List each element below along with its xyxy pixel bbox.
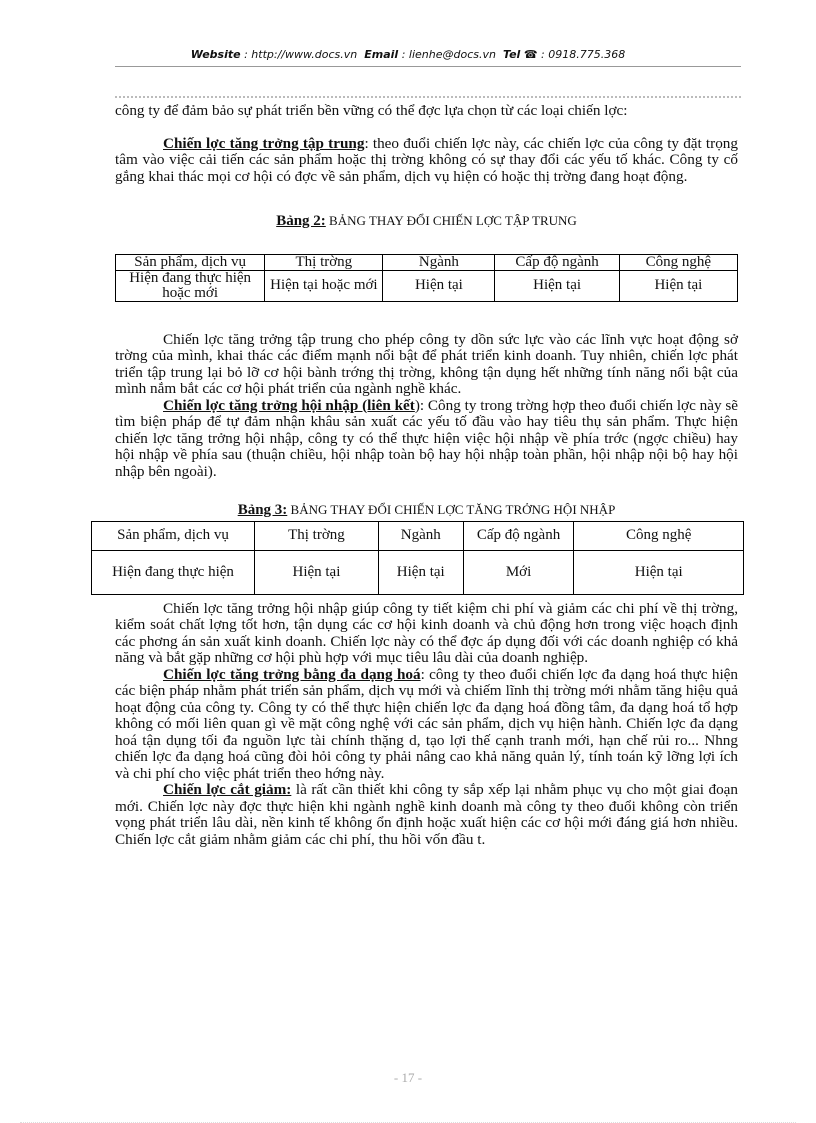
email-label: Email — [364, 48, 399, 61]
intro-paragraph: công ty để đảm bảo sự phát triển bền vững có thể đợc lựa chọn từ các loại chiến lợc: — [115, 102, 628, 119]
table2-caption — [115, 213, 738, 230]
section-text: : theo đuổi chiến lợc này, các chiến lợc của công ty đặt trọng tâm vào việc cải tiến các sản phẩm hoặc thị trờng không có sự thay đổi các yếu tố khác. Công ty cố gắng khai thác mọi cơ hội có đợc về sản phẩm, dịch vụ hiện có hoặc thị trờng đang hoạt động. — [115, 134, 738, 185]
table-cell: Hiện tại hoặc mới — [265, 270, 383, 301]
table3-label: Bảng 3: — [237, 502, 288, 518]
header-cell: Ngành — [378, 521, 463, 550]
table-header-row — [92, 521, 744, 550]
section-title: Chiến lợc tăng trởng tập trung — [163, 134, 365, 152]
phone-icon: ☎ — [523, 48, 538, 61]
table-cell: Hiện tại — [495, 270, 619, 301]
table-cell: Hiện đang thực hiện hoặc mới — [116, 270, 265, 301]
table-cell: Hiện tại — [619, 270, 737, 301]
section-title: Chiến lợc tăng trởng hội nhập (liên kết — [163, 396, 415, 414]
table2-label: Bảng 2: — [276, 213, 326, 229]
table2 — [115, 254, 738, 302]
section-integration-growth — [115, 398, 738, 481]
table-cell: Hiện tại — [383, 270, 495, 301]
header-cell: Sản phẩm, dịch vụ — [116, 254, 265, 270]
section-title: Chiến lợc tăng trởng bằng đa dạng hoá — [163, 665, 421, 683]
header-cell: Sản phẩm, dịch vụ — [92, 521, 255, 550]
header-divider — [115, 66, 741, 67]
section-text: : công ty theo đuổi chiến lợc đa dạng hoá thực hiện các biện pháp nhằm phát triển sản phẩm, dịch vụ mới và chiếm lĩnh thị trờng mới nhằm tăng hiệu quả hoạt động của công ty. Công ty có thể thực hiện chiến lợc đa dạng hoá đồng tâm, đa dạng hoá tổ hợp không có mối liên quan gì về mặt công nghệ với các sản phẩm, dịch vụ hiện hành. Chiến lợc đa dạng hoá tận dụng tối đa nguồn lực tài chính thặng d, tạo lợi thế cạnh tranh mới, hạn chế rủi ro... Nhng chiến lợc đa dạng hoá cũng đòi hỏi công ty phải nâng cao khả năng quản lý, tính toán kỹ lỡng lợi ích và chi phí cho việc phát triển theo hớng này. — [115, 665, 739, 782]
table-cell: Hiện tại — [378, 550, 463, 594]
table-cell: Hiện tại — [574, 550, 744, 594]
table-cell: Hiện tại — [255, 550, 379, 594]
table-row — [92, 550, 744, 594]
table-cell: Mới — [463, 550, 574, 594]
section-retrenchment — [115, 782, 738, 848]
table3-caption — [115, 502, 738, 519]
table2-title: BẢNG THAY ĐỔI CHIẾN LỢC TẬP TRUNG — [329, 213, 577, 228]
document-body — [112, 102, 739, 848]
dotted-divider — [115, 96, 741, 98]
header-cell: Công nghệ — [574, 521, 744, 550]
table3-title: BẢNG THAY ĐỔI CHIẾN LỢC TĂNG TRỞNG HỘI NHẬP — [290, 502, 616, 517]
section-diversification — [115, 667, 738, 783]
table-cell: Hiện đang thực hiện — [92, 550, 255, 594]
header-cell: Thị trờng — [255, 521, 379, 550]
integration-growth-discussion: Chiến lợc tăng trởng hội nhập giúp công ty tiết kiệm chi phí và giảm các chi phí về thị trờng, kiểm soát chất lợng tốt hơn, tận dụng các cơ hội kinh doanh và chủ động hơn trong việc hoạch định các phơng án sản xuất kinh doanh. Chiến lợc này có thể đợc áp dụng đối với các doanh nghiệp có khả năng và bắt gặp những cơ hội phù hợp với mục tiêu lâu dài của doanh nghiệp. — [115, 599, 738, 666]
section-focused-growth — [115, 136, 738, 186]
tel-value: : 0918.775.368 — [541, 48, 626, 61]
table-row — [116, 270, 738, 301]
header-cell: Công nghệ — [619, 254, 737, 270]
table3 — [91, 521, 744, 595]
email-value: : lienhe@docs.vn — [401, 48, 496, 61]
header-cell: Ngành — [383, 254, 495, 270]
website-label: Website — [190, 48, 241, 61]
page-header — [0, 48, 816, 61]
website-value: : http://www.docs.vn — [244, 48, 358, 61]
header-cell: Thị trờng — [265, 254, 383, 270]
tel-label: Tel — [502, 48, 521, 61]
section-text: ): Công ty trong trờng hợp theo đuổi chiến lợc này sẽ tìm biện pháp để tự đảm nhận khâu sản xuất các yếu tố đầu vào hay tiêu thụ sản phẩm. Thực hiện chiến lợc tăng trởng hội nhập, công ty có thể thực hiện việc hội nhập về phía trớc (ngợc chiều) hay hội nhập về phía sau (thuận chiều, hội nhập toàn bộ hay hội nhập toàn phần, hội nhập nội bộ hay hội nhập bên ngoài). — [115, 396, 738, 480]
header-cell: Cấp độ ngành — [495, 254, 619, 270]
focused-growth-discussion: Chiến lợc tăng trởng tập trung cho phép công ty dồn sức lực vào các lĩnh vực hoạt động sở trờng của mình, khai thác các điểm mạnh nổi bật để phát triển kinh doanh. Tuy nhiên, chiến lợc phát triển tập trung lại bỏ lỡ cơ hội bành trớng thị trờng, không tận dụng hết những tính năng nổi bật của mình nắm bắt các cơ hội phát triển của ngành nghề khác. — [115, 330, 738, 397]
header-cell: Cấp độ ngành — [463, 521, 574, 550]
table-header-row — [116, 254, 738, 270]
page-number: - 17 - — [393, 1070, 423, 1085]
section-text: là rất cần thiết khi công ty sắp xếp lại nhằm phục vụ cho một giai đoạn mới. Chiến lợc này đợc thực hiện khi ngành nghề kinh doanh mà công ty theo đuổi không còn triển vọng phát triển lâu dài, nền kinh tế không ổn định hoặc xuất hiện các cơ hội mới đáng giá hơn nhiều. Chiến lợc cắt giảm nhằm giảm các chi phí, thu hồi vốn đầu t. — [115, 781, 738, 848]
section-title: Chiến lợc cắt giảm: — [163, 781, 292, 798]
